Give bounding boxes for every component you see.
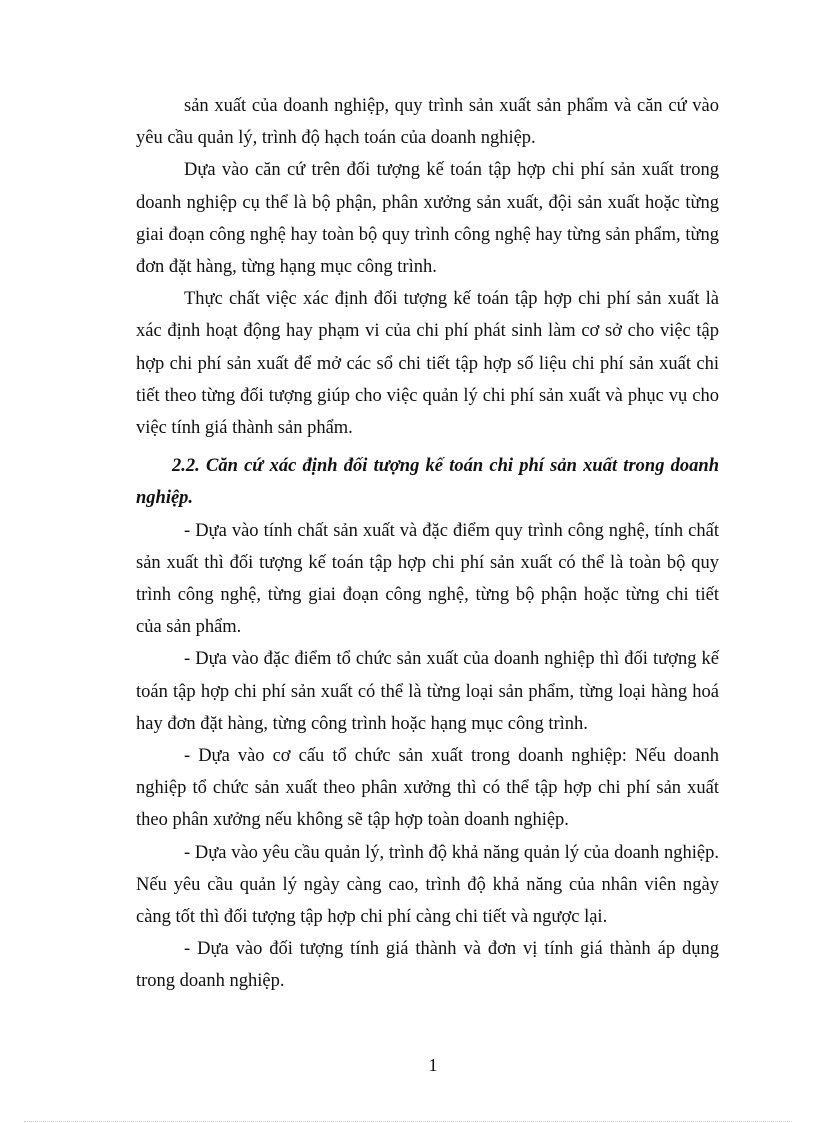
bullet-organizational-structure: - Dựa vào cơ cấu tổ chức sản xuất trong doanh nghiệp: Nếu doanh nghiệp tổ chức sản xuất theo phân xưởng thì có thể tập hợp chi phí sản xuất theo phân xưởng nếu không sẽ tập hợp toàn doanh nghiệp. [136,746,719,831]
paragraph-cost-object-basis: Dựa vào căn cứ trên đối tượng kế toán tập hợp chi phí sản xuất trong doanh nghiệp cụ thể là bộ phận, phân xưởng sản xuất, đội sản xuất hoặc từng giai đoạn công nghệ hay toàn bộ quy trình công nghệ hay từng sản phẩm, từng đơn đặt hàng, từng hạng mục công trình. [136,160,719,278]
paragraph-cost-object-essence: Thực chất việc xác định đối tượng kế toán tập hợp chi phí sản xuất là xác định hoạt động hay phạm vi của chi phí phát sinh làm cơ sở cho việc tập hợp chi phí sản xuất để mở các sổ chi tiết tập hợp số liệu chi phí sản xuất chi tiết theo từng đối tượng giúp cho việc quản lý chi phí sản xuất và phục vụ cho việc tính giá thành sản phẩm. [136,289,719,439]
document-body [136,90,719,998]
paragraph-continuation: sản xuất của doanh nghiệp, quy trình sản xuất sản phẩm và căn cứ vào yêu cầu quản lý, trình độ hạch toán của doanh nghiệp. [136,96,719,149]
page-bottom-divider [24,1121,792,1122]
bullet-production-nature: - Dựa vào tính chất sản xuất và đặc điểm quy trình công nghệ, tính chất sản xuất thì đối tượng kế toán tập hợp chi phí sản xuất có thể là toàn bộ quy trình công nghệ, từng giai đoạn công nghệ, từng bộ phận hoặc từng chi tiết của sản phẩm. [136,520,719,638]
bullet-management-requirements: - Dựa vào yêu cầu quản lý, trình độ khả năng quản lý của doanh nghiệp. Nếu yêu cầu quản lý ngày càng cao, trình độ khả năng của nhân viên ngày càng tốt thì đối tượng tập hợp chi phí càng chi tiết và ngược lại. [136,842,719,928]
page-number: 1 [428,1055,438,1075]
section-heading-2-2: 2.2. Căn cứ xác định đối tượng kế toán chi phí sản xuất trong doanh nghiệp. [136,456,719,509]
bullet-production-organization: - Dựa vào đặc điểm tổ chức sản xuất của doanh nghiệp thì đối tượng kế toán tập hợp chi phí sản xuất có thể là từng loại sản phẩm, từng loại hàng hoá hay đơn đặt hàng, từng công trình hoặc hạng mục công trình. [136,649,719,734]
bullet-costing-object: - Dựa vào đối tượng tính giá thành và đơn vị tính giá thành áp dụng trong doanh nghiệp. [136,939,719,992]
